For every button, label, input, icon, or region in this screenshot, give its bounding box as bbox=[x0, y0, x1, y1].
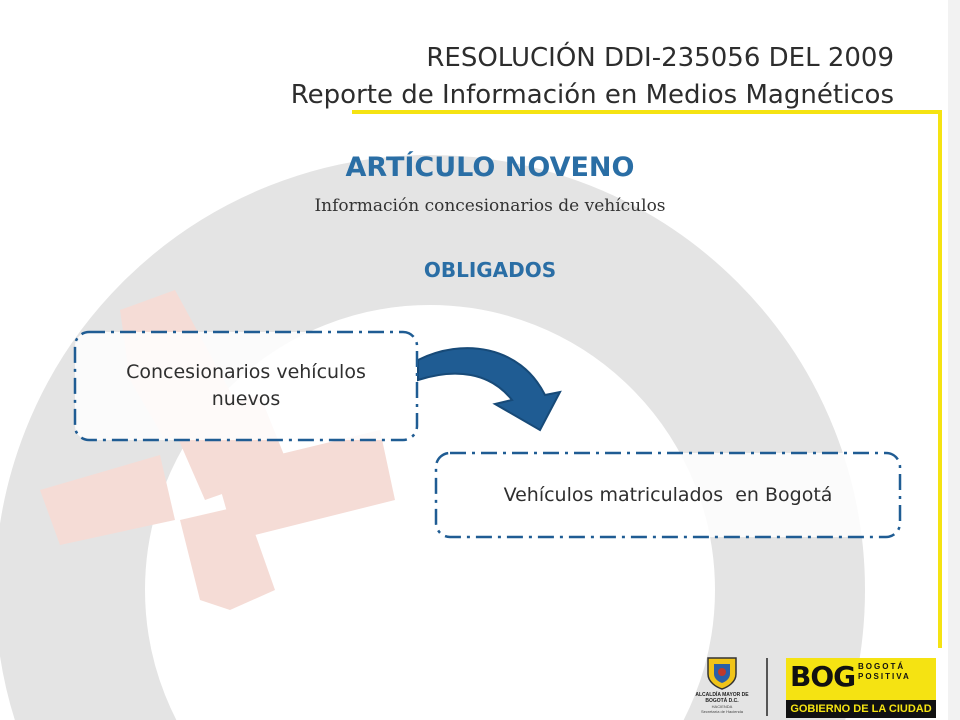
logo-divider bbox=[766, 658, 768, 716]
bog-logo-side: BOGOTÁ POSITIVA bbox=[858, 662, 911, 681]
seal-sub1: HACIENDA bbox=[711, 704, 733, 709]
seal-text: ALCALDÍA MAYOR DE BOGOTÁ D.C. bbox=[695, 692, 749, 704]
slide-header bbox=[291, 40, 894, 114]
seal-sub2: Secretaría de Hacienda bbox=[700, 709, 744, 714]
curved-arrow-icon bbox=[418, 348, 560, 430]
source-box bbox=[73, 330, 419, 442]
target-box-label: Vehículos matriculados en Bogotá bbox=[503, 483, 833, 506]
right-edge-shade bbox=[948, 0, 960, 720]
target-box bbox=[434, 451, 902, 539]
bog-logo-bottom: GOBIERNO DE LA CIUDAD bbox=[786, 700, 936, 718]
footer-logos bbox=[686, 654, 938, 720]
resolution-title: RESOLUCIÓN DDI-235056 DEL 2009 bbox=[426, 43, 894, 73]
source-box-label: Concesionarios vehículos nuevos bbox=[126, 361, 366, 410]
section-heading: OBLIGADOS bbox=[423, 258, 557, 282]
bog-logo-text: BOG bbox=[790, 660, 856, 693]
article-title: ARTÍCULO NOVENO bbox=[345, 152, 635, 183]
coat-of-arms-icon bbox=[702, 654, 742, 690]
bog-logo bbox=[786, 658, 936, 718]
report-title: Reporte de Información en Medios Magnéticos bbox=[290, 80, 894, 110]
bogota-seal bbox=[686, 654, 758, 720]
article-subtitle: Información concesionarios de vehículos bbox=[314, 196, 666, 216]
